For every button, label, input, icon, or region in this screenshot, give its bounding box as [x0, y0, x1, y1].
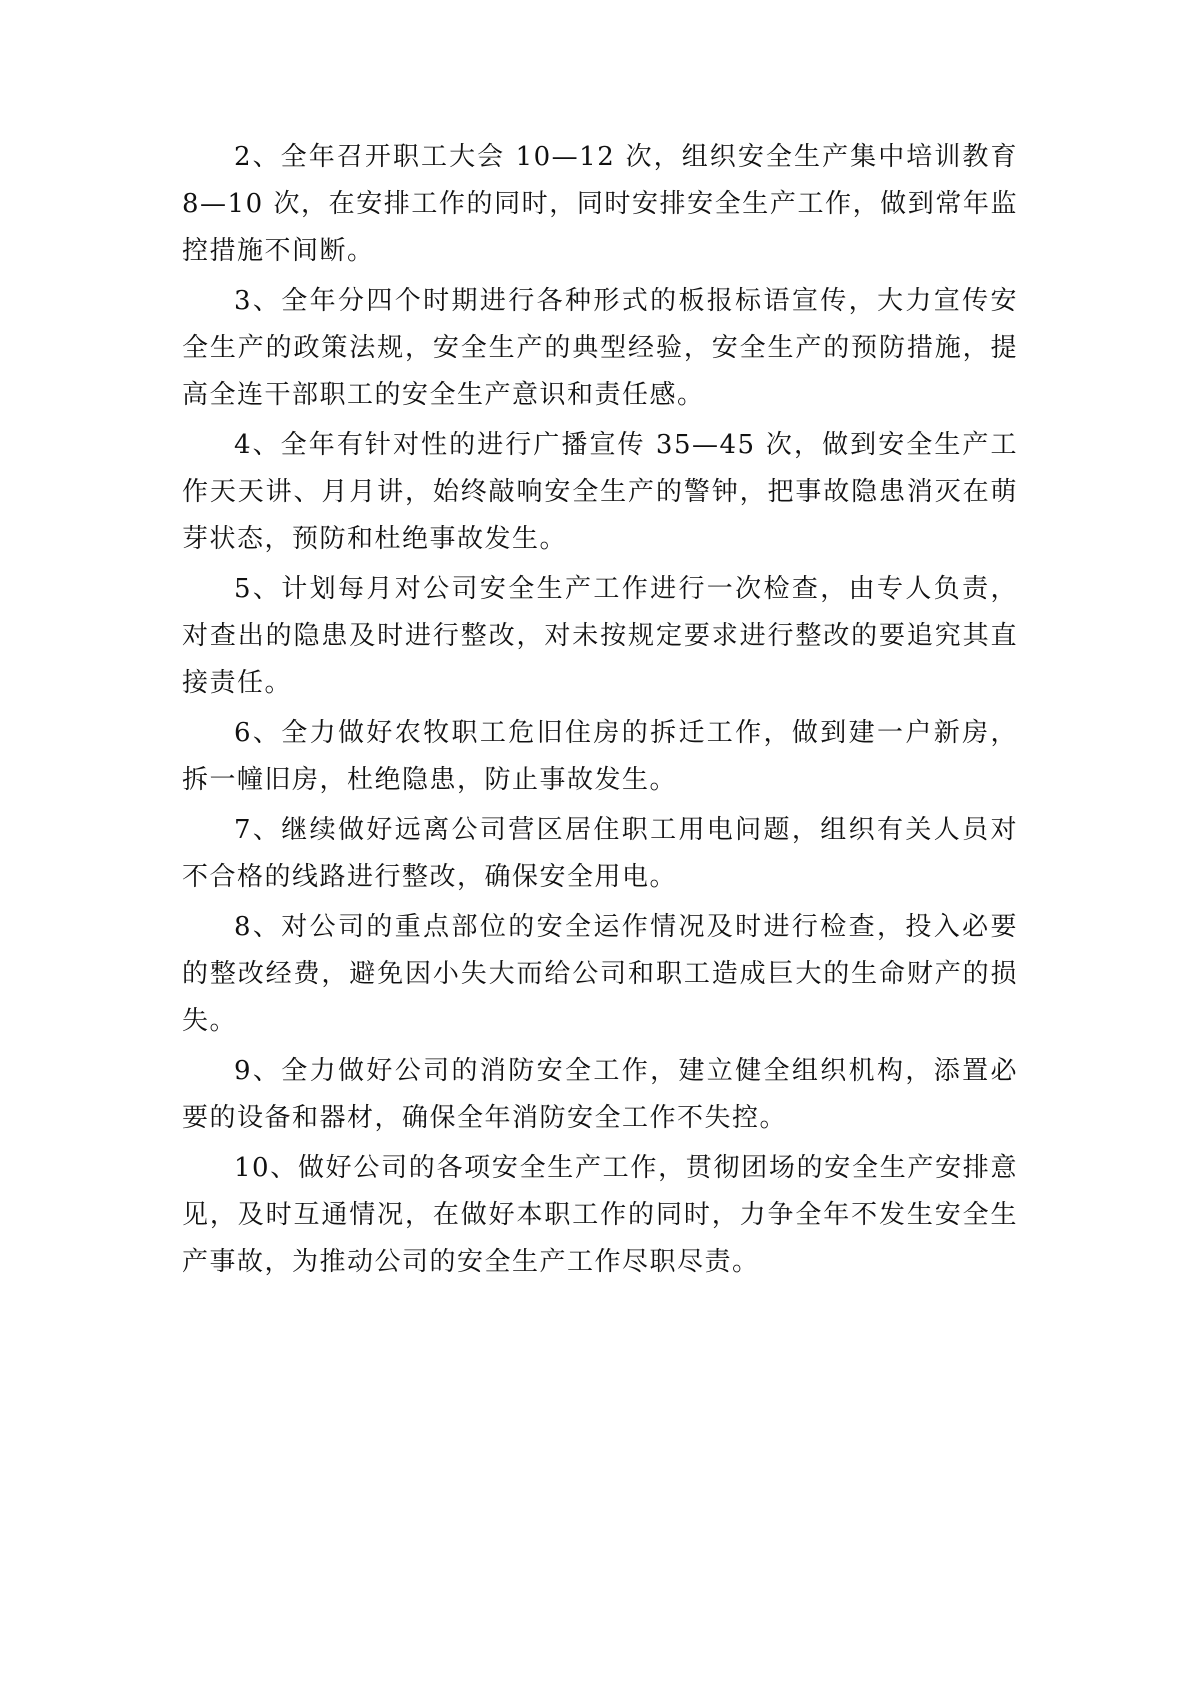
paragraph-item-8: 8、对公司的重点部位的安全运作情况及时进行检查，投入必要的整改经费，避免因小失大而给公司和职工造成巨大的生命财产的损失。	[182, 912, 1018, 1036]
document-body	[182, 134, 1018, 1289]
paragraph-item-2: 2、全年召开职工大会 10—12 次，组织安全生产集中培训教育 8—10 次，在安排工作的同时，同时安排安全生产工作，做到常年监控措施不间断。	[182, 142, 1018, 266]
paragraph-item-7: 7、继续做好远离公司营区居住职工用电问题，组织有关人员对不合格的线路进行整改，确保安全用电。	[182, 815, 1018, 892]
paragraph-item-10: 10、做好公司的各项安全生产工作，贯彻团场的安全生产安排意见，及时互通情况，在做好本职工作的同时，力争全年不发生安全生产事故，为推动公司的安全生产工作尽职尽责。	[182, 1153, 1018, 1277]
paragraph-item-5: 5、计划每月对公司安全生产工作进行一次检查，由专人负责，对查出的隐患及时进行整改，对未按规定要求进行整改的要追究其直接责任。	[182, 574, 1018, 698]
paragraph-item-9: 9、全力做好公司的消防安全工作，建立健全组织机构，添置必要的设备和器材，确保全年消防安全工作不失控。	[182, 1056, 1018, 1133]
paragraph-item-3: 3、全年分四个时期进行各种形式的板报标语宣传，大力宣传安全生产的政策法规，安全生产的典型经验，安全生产的预防措施，提高全连干部职工的安全生产意识和责任感。	[182, 286, 1018, 410]
paragraph-item-6: 6、全力做好农牧职工危旧住房的拆迁工作，做到建一户新房，拆一幢旧房，杜绝隐患，防止事故发生。	[182, 718, 1018, 795]
paragraph-item-4: 4、全年有针对性的进行广播宣传 35—45 次，做到安全生产工作天天讲、月月讲，始终敲响安全生产的警钟，把事故隐患消灭在萌芽状态，预防和杜绝事故发生。	[182, 430, 1018, 554]
